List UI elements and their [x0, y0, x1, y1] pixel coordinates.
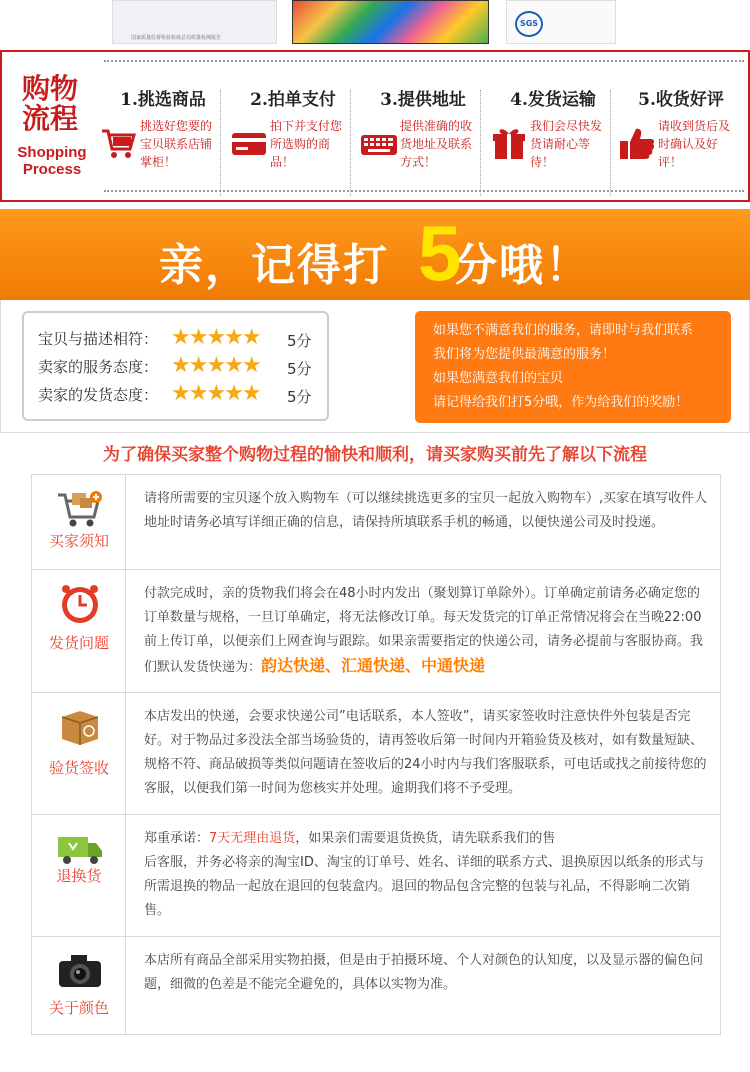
notice-label: 验货签收 [48, 759, 109, 777]
banner-text [0, 229, 750, 293]
star-rating-icon: ★★★★★ [171, 381, 260, 406]
process-step-3 [358, 80, 488, 180]
rating-box [22, 311, 329, 421]
step-title: 4.发货运输 [510, 90, 596, 110]
notice-row-color [32, 937, 720, 1034]
rating-row [38, 354, 328, 378]
step-description: 请收到货后及时确认及好评！ [658, 119, 731, 169]
notice-text: 本店发出的快递，会要求快递公司”电话联系，本人签收”，请买家签收时注意快件外包装是否完好。对于物品过多没法全部当场验货的，请再签收后第一时间内开箱验货及核对，如有数量短缺、规格不符、商品破损等类似问题请在签收后的24小时内与我们客服联系，可电话或找之前接待您的客服，以便我们第一时间为您核实并处理。逾期我们将不予受理。 [144, 709, 707, 796]
banner-text-before: 亲，记得打 [159, 240, 389, 291]
rating-score: 5分 [287, 388, 312, 406]
notice-row-buyer [32, 475, 720, 570]
rating-section [0, 300, 750, 433]
rating-label: 宝贝与描述相符： [38, 330, 159, 348]
notice-text-body: 付款完成时，亲的货物我们将会在48小时内发出（聚划算订单除外）。订单确定前请务必确定您的订单数量与规格，一旦订单确定，将无法修改订单。每天发货完的订单正常情况将会在当晚22:00前上传订单，以便亲们上网查询与跟踪。如果亲需要指定的快递公司，请务必提前与客服协商。我们默认发货快递为： [144, 586, 704, 675]
note-line: 如果您不满意我们的服务，请即时与我们联系 [433, 323, 694, 338]
gift-box-icon [490, 125, 528, 161]
notice-label: 买家须知 [48, 532, 109, 550]
shopping-cart-icon [56, 489, 104, 529]
step-description: 提供准确的收货地址及联系方式！ [400, 119, 473, 169]
notice-text [144, 582, 708, 680]
notice-row-shipping [32, 570, 720, 693]
sgs-logo: SGS [515, 11, 543, 37]
process-step-2 [228, 80, 358, 180]
notice-text: 本店所有商品全部采用实物拍摄，但是由于拍摄环境、个人对颜色的认知度，以及显示器的偏色问题，细微的色差是不能完全避免的，具体以实物为准。 [144, 953, 704, 992]
rating-note [415, 311, 731, 423]
process-step-1 [98, 80, 228, 180]
notice-row-returns [32, 815, 720, 937]
divider [350, 90, 351, 196]
cart-icon [100, 125, 138, 161]
credit-card-icon [230, 125, 268, 161]
note-line: 我们将为您提供最满意的服务！ [433, 347, 616, 362]
banner-text-after: 分哦！ [453, 240, 591, 291]
notice-icon-cell [32, 937, 126, 1034]
notice-label: 关于颜色 [48, 999, 109, 1017]
step-title: 1.挑选商品 [120, 90, 206, 110]
notice-row-inspection [32, 693, 720, 815]
certificate-image-3 [506, 0, 616, 44]
step-description: 我们会尽快发货请耐心等待！ [530, 119, 603, 169]
process-title-en: Shopping Process [17, 144, 87, 178]
notice-icon-cell [32, 475, 126, 569]
notice-highlight: 7天无理由退货 [209, 831, 296, 846]
notice-text: 请将所需要的宝贝逐个放入购物车（可以继续挑选更多的宝贝一起放入购物车）,买家在填写收件人地址时请务必填写详细正确的信息，请保持所填联系手机的畅通，以便快递公司及时投递。 [144, 491, 708, 530]
package-icon [56, 707, 104, 747]
process-step-5 [616, 80, 746, 180]
divider [480, 90, 481, 196]
step-title: 3.提供地址 [380, 90, 466, 110]
star-rating-icon: ★★★★★ [171, 353, 260, 378]
rating-score: 5分 [287, 360, 312, 378]
rating-score: 5分 [287, 332, 312, 350]
divider [610, 90, 611, 196]
step-description: 拍下并支付您所选购的商品！ [270, 119, 343, 169]
banner-five: 5 [418, 209, 462, 297]
note-line: 如果您满意我们的宝贝 [433, 371, 564, 386]
clock-icon [56, 584, 104, 624]
step-description: 挑选好您要的宝贝联系店铺掌柜！ [140, 119, 213, 169]
note-line: 请记得给我们打5分哦，作为给我们的奖励！ [433, 395, 689, 410]
shopping-process [0, 50, 750, 202]
intro-heading: 为了确保买家整个购物过程的愉快和顺利，请买家购买前先了解以下流程 [103, 445, 647, 465]
notice-table [31, 474, 721, 1035]
rating-row [38, 326, 328, 350]
divider [104, 190, 744, 192]
notice-label: 退换货 [56, 867, 102, 885]
divider [104, 60, 744, 62]
process-title: 购物流程 [21, 72, 78, 135]
rate-five-banner [0, 209, 750, 300]
certificate-caption: 国家质量监督检验检疫总局质量检测报告 [131, 35, 222, 41]
thumbs-up-icon [618, 125, 656, 161]
certificate-strip [0, 0, 750, 45]
camera-icon [56, 951, 104, 991]
notice-text-lead: 郑重承诺： [144, 831, 210, 846]
rating-row [38, 382, 328, 406]
notice-text-body: 后客服，并务必将亲的淘宝ID、淘宝的订单号、姓名、详细的联系方式、退换原因以纸条的形式与所需退换的物品一起放在退回的包装盒内。退回的物品包含完整的包装与礼品，不得影响二次销售。 [144, 855, 704, 918]
keyboard-icon [360, 125, 398, 161]
notice-icon-cell [32, 693, 126, 814]
notice-label: 发货问题 [48, 634, 109, 652]
process-step-4 [488, 80, 618, 180]
notice-highlight: 韵达快递、汇通快递、中通快递 [261, 656, 486, 675]
certificate-image-1 [112, 0, 277, 44]
truck-icon [56, 829, 104, 869]
notice-icon-cell [32, 570, 126, 692]
notice-text [144, 827, 708, 923]
step-title: 5.收货好评 [638, 90, 724, 110]
rating-label: 卖家的发货态度： [38, 386, 159, 404]
notice-icon-cell [32, 815, 126, 936]
divider [220, 90, 221, 196]
step-title: 2.拍单支付 [250, 90, 336, 110]
star-rating-icon: ★★★★★ [171, 325, 260, 350]
notice-text-mid: ，如果亲们需要退货换货，请先联系我们的售 [295, 831, 556, 846]
rating-label: 卖家的服务态度： [38, 358, 159, 376]
certificate-image-2 [292, 0, 489, 44]
